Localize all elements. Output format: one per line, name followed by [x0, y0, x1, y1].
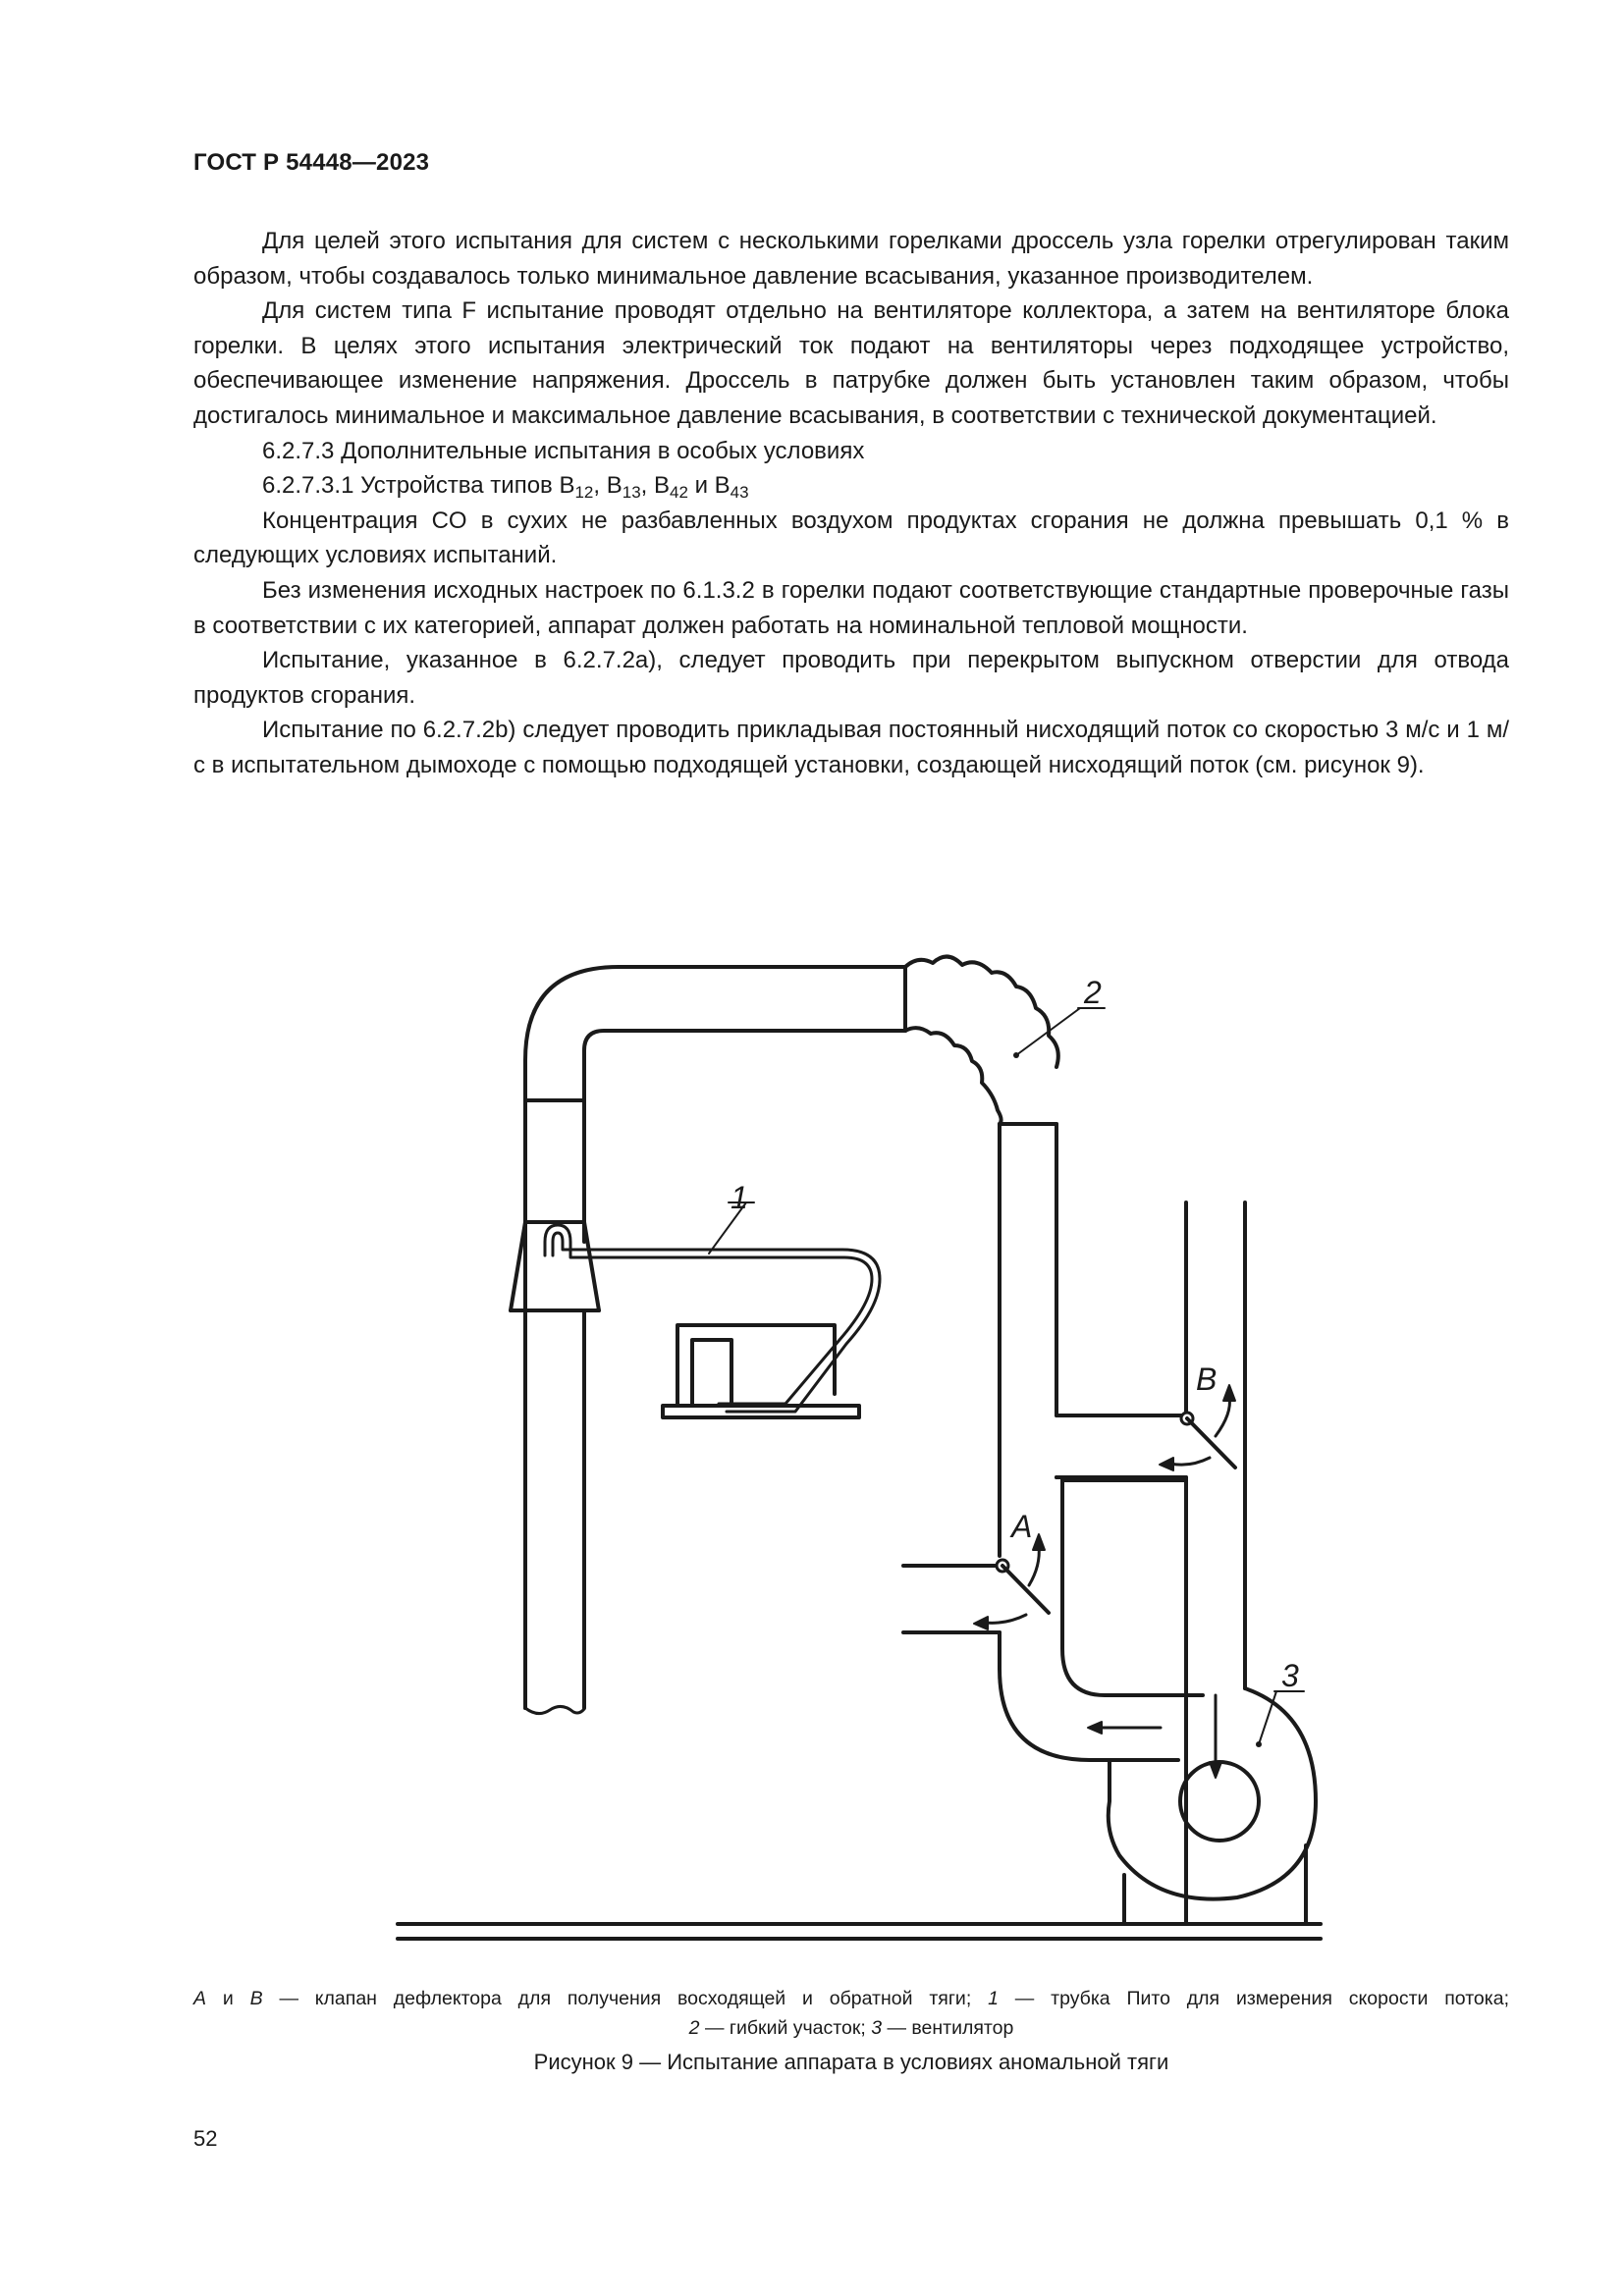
damper-b-arrow-up-head	[1223, 1385, 1235, 1401]
paragraph: Испытание по 6.2.7.2b) следует проводить прикладывая постоянный нисходящий поток со скоростью 3 м/с и 1 м/с в испытательном дымоходе с помощью подходящей установки, создающей нисходящий поток (см. рисунок 9).	[193, 717, 1509, 778]
flow-arrow-left-head	[1088, 1722, 1102, 1734]
flexible-section-outer	[905, 956, 1058, 1067]
fan-housing	[1109, 1688, 1316, 1899]
leader-2	[1016, 1008, 1080, 1055]
page-number: 52	[193, 2126, 218, 2151]
section-heading: 6.2.7.3 Дополнительные испытания в особых условиях	[262, 437, 865, 464]
damper-b-flap	[1187, 1418, 1235, 1468]
figure-legend: A и B — клапан дефлектора для получения восходящей и обратной тяги; 1 — трубка Пито для измерения скорости потока; 2 — гибкий участок; 3 — вентилятор	[193, 1988, 1509, 2039]
fan-inlet	[1180, 1762, 1259, 1841]
paragraph: Концентрация CO в сухих не разбавленных воздухом продуктах сгорания не должна превышать 0,1 % в следующих условиях испытаний.	[193, 507, 1509, 569]
damper-b-arrow-up	[1216, 1397, 1229, 1436]
outlet-break	[525, 1706, 584, 1713]
leader-dot	[1256, 1741, 1262, 1747]
damper-a-arrow-left	[985, 1615, 1026, 1623]
partition	[1062, 1480, 1186, 1568]
damper-b-arrow-left-head	[1160, 1458, 1173, 1470]
figure-9	[0, 937, 1624, 1958]
label-3: 3	[1281, 1658, 1299, 1693]
test-rig-diagram	[0, 937, 1624, 1958]
damper-a-arrow-left-head	[974, 1617, 988, 1629]
damper-a-arrow-up	[1029, 1546, 1039, 1585]
flow-arrow-down-head	[1210, 1762, 1221, 1778]
body-text	[193, 224, 1509, 783]
damper-a-arrow-up-head	[1033, 1534, 1045, 1550]
pitot-tube-inner	[553, 1233, 880, 1412]
label-a: A	[1011, 1509, 1033, 1544]
paragraph: Для целей этого испытания для систем с несколькими горелками дроссель узла горелки отрегулирован таким образом, чтобы создавалось только минимальное давление всасывания, указанное производителем.	[193, 228, 1509, 290]
damper-a-flap	[1002, 1566, 1049, 1613]
leader-dot	[1013, 1052, 1019, 1058]
paragraph: Без изменения исходных настроек по 6.1.3.2 в горелки подают соответствующие стандартные проверочные газы в соответствии с их категорией, аппарат должен работать на номинальной тепловой мощности.	[193, 576, 1509, 639]
paragraph: Испытание, указанное в 6.2.7.2a), следует проводить при перекрытом выпускном отверстии для отвода продуктов сгорания.	[193, 647, 1509, 709]
figure-caption: Рисунок 9 — Испытание аппарата в условиях аномальной тяги	[533, 2050, 1169, 2074]
document-header: ГОСТ Р 54448—2023	[193, 149, 430, 176]
lower-bend-inner	[1062, 1568, 1203, 1695]
label-1: 1	[731, 1180, 748, 1215]
subsection-heading: 6.2.7.3.1 Устройства типов $B_{12}$, $B_{13}$, $B_{42}$ и $B_{43}$	[262, 472, 749, 503]
paragraph: Для систем типа F испытание проводят отдельно на вентиляторе коллектора, а затем на вентиляторе блока горелки. В целях этого испытания электрический ток подают на вентиляторы через подходящее устройство, обеспечивающее изменение напряжения. Дроссель в патрубке должен быть установлен таким образом, чтобы достигалось минимальное и максимальное давление всасывания, в соответствии с технической документацией.	[193, 297, 1509, 429]
manometer	[677, 1325, 835, 1406]
label-2: 2	[1084, 975, 1102, 1010]
label-b: B	[1196, 1362, 1218, 1397]
flexible-section-inner	[905, 1028, 1001, 1124]
damper-b-arrow-left	[1170, 1458, 1210, 1465]
